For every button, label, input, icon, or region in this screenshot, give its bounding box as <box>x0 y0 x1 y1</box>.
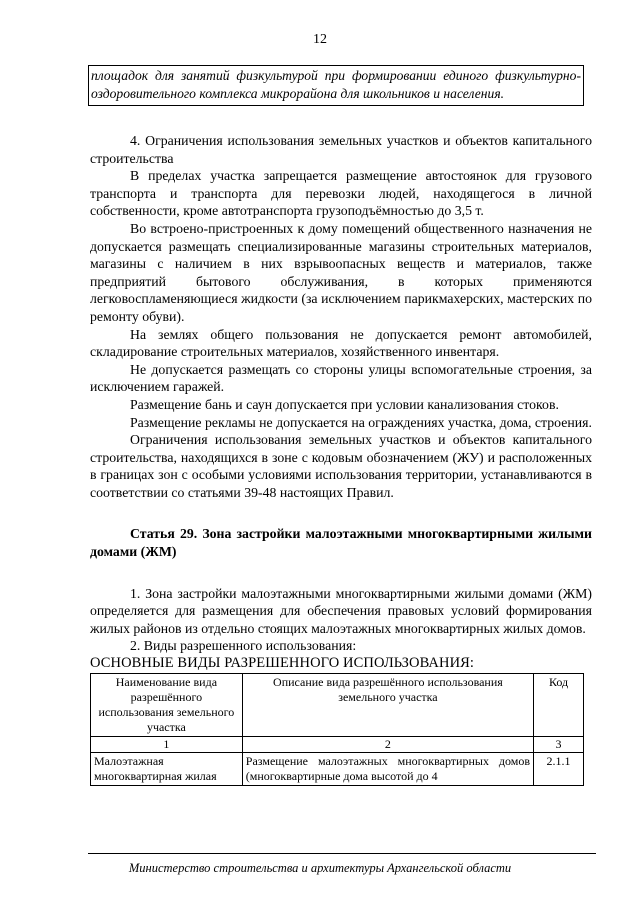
paragraph: Ограничения использования земельных участков и объектов капитального строительства, находящихся в зоне с кодовым обозначением (ЖУ) и расположенных в границах зон с особыми условиями использования территории, устанавливаются в соответствии со статьями 39-48 настоящих Правил. <box>90 432 592 500</box>
paragraph: Размещение рекламы не допускается на ограждениях участка, дома, строения. <box>130 414 592 430</box>
table-header-cell: Код <box>534 673 584 736</box>
table-title: ОСНОВНЫЕ ВИДЫ РАЗРЕШЕННОГО ИСПОЛЬЗОВАНИЯ: <box>90 655 475 672</box>
table-number-row <box>91 736 584 752</box>
table-cell: 2.1.1 <box>534 752 584 785</box>
footer-divider <box>88 853 596 854</box>
table-row <box>91 752 584 785</box>
table-header-cell: Описание вида разрешённого использования земельного участка <box>242 673 533 736</box>
table-number-cell: 1 <box>91 736 243 752</box>
paragraph: Размещение бань и саун допускается при условии канализования стоков. <box>130 396 559 412</box>
paragraph: В пределах участка запрещается размещение автостоянок для грузового транспорта и транспорта для перевозки людей, находящегося в личной собственности, кроме автотранспорта грузоподъёмностью до 3,5 т. <box>90 168 592 219</box>
table-cell: Размещение малоэтажных многоквартирных домов (многоквартирные дома высотой до 4 <box>242 752 533 785</box>
paragraph: 2. Виды разрешенного использования: <box>130 638 357 654</box>
paragraph: 4. Ограничения использования земельных участков и объектов капитального строительства <box>90 133 592 166</box>
paragraph: 1. Зона застройки малоэтажными многоквартирными жилыми домами (ЖМ) определяется для размещения для обеспечения правовых условий формирования жилых районов из отдельно стоящих малоэтажных многоквартирных жилых домов. <box>90 585 592 636</box>
table-header-cell: Наименование вида разрешённого использования земельного участка <box>91 673 243 736</box>
paragraph: Во встроено-пристроенных к дому помещений общественного назначения не допускается размещать специализированные магазины строительных материалов, магазины с наличием в них взрывоопасных веществ и материалов, также предприятий бытового обслуживания, в которых применяются легковоспламеняющиеся жидкости (за исключением парикмахерских, мастерских по ремонту обуви). <box>90 220 592 324</box>
article-heading: Статья 29. Зона застройки малоэтажными многоквартирными жилыми домами (ЖМ) <box>90 526 592 560</box>
footer-text: Министерство строительства и архитектуры Архангельской области <box>128 861 512 875</box>
table-number-cell: 2 <box>242 736 533 752</box>
paragraph: На землях общего пользования не допускается ремонт автомобилей, складирование строительных материалов, хозяйственного инвентаря. <box>90 326 592 360</box>
table-cell: Малоэтажная многоквартирная жилая <box>91 752 243 785</box>
page-number: 12 <box>313 32 327 47</box>
document-body <box>90 132 592 786</box>
paragraph: Не допускается размещать со стороны улицы вспомогательные строения, за исключением гаражей. <box>90 361 592 395</box>
table-header-row <box>91 673 584 736</box>
boxed-italic-text: площадок для занятий физкультурой при формировании единого физкультурно-оздоровительного комплекса микрорайона для школьников и населения. <box>88 65 584 106</box>
land-use-table <box>90 673 584 786</box>
table-number-cell: 3 <box>534 736 584 752</box>
